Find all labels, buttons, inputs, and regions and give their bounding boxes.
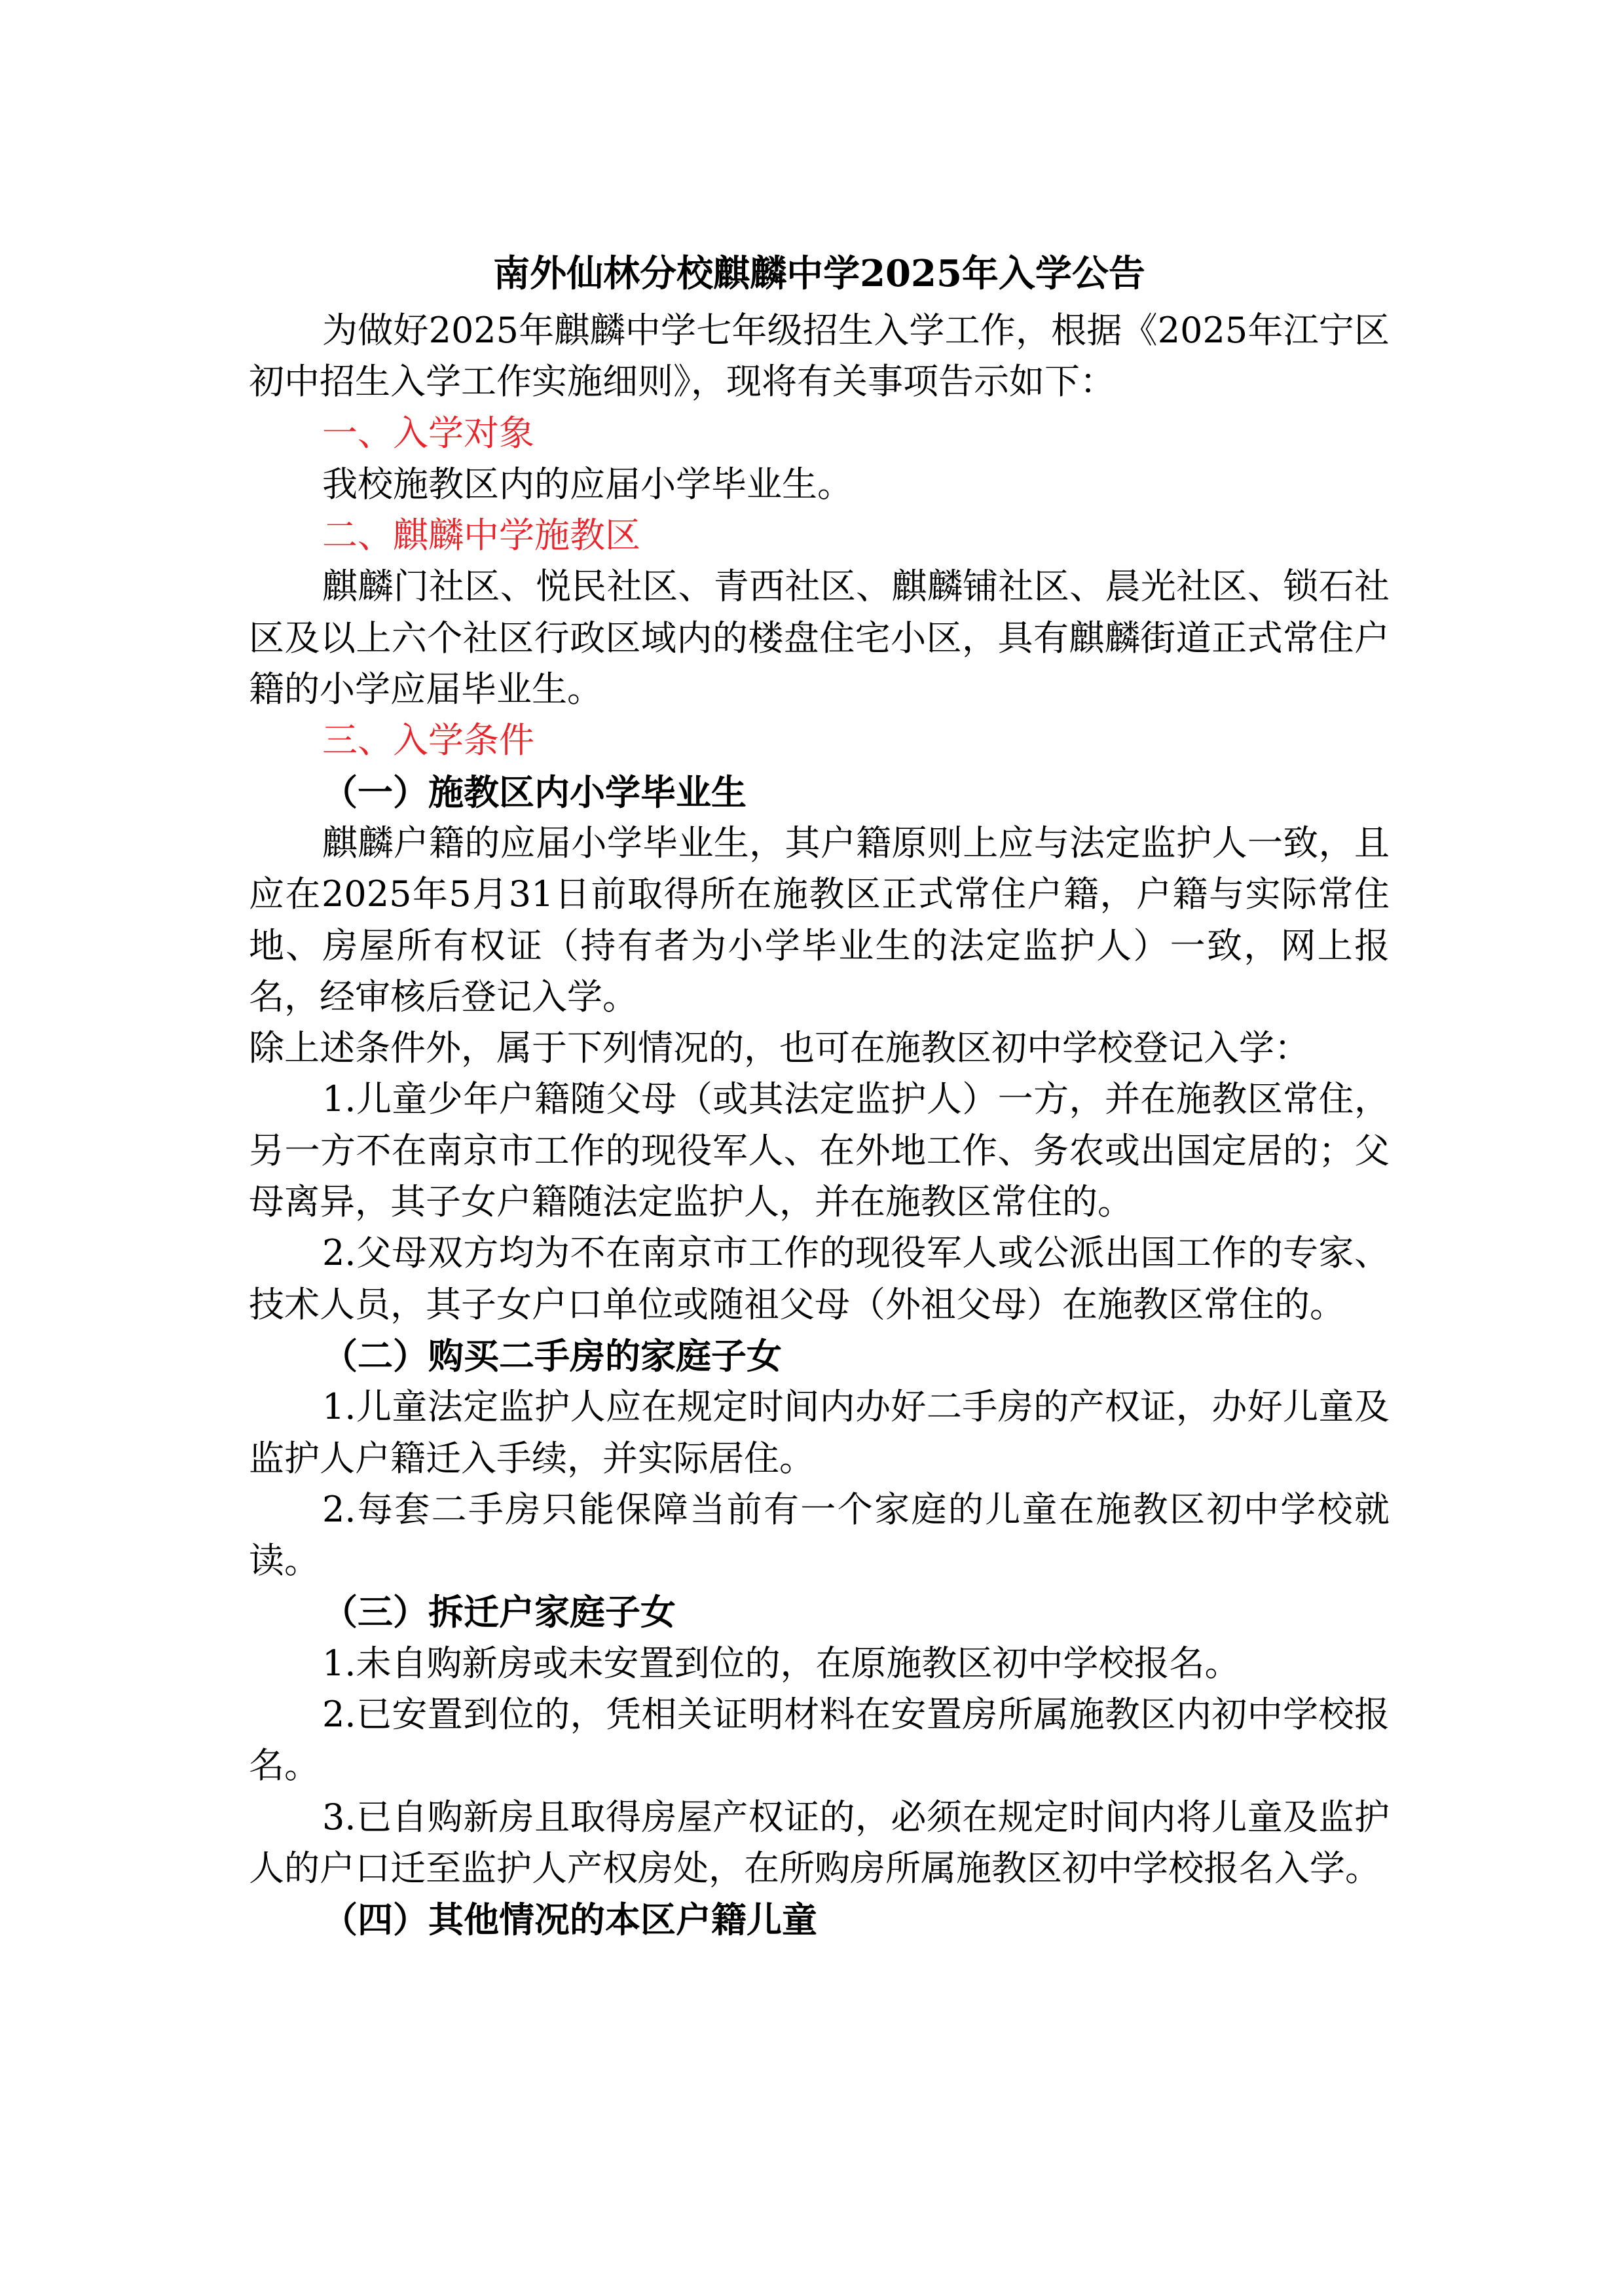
relocation-item-3: 3.已自购新房且取得房屋产权证的，必须在规定时间内将儿童及监护人的户口迁至监护人产权房处，在所购房所属施教区初中学校报名入学。 bbox=[249, 1796, 1390, 1889]
condition-item-1: 1.儿童少年户籍随父母（或其法定监护人）一方，并在施教区常住，另一方不在南京市工作的现役军人、在外地工作、务农或出国定居的；父母离异，其子女户籍随法定监护人，并在施教区常住的。 bbox=[249, 1078, 1390, 1223]
document-title: 南外仙林分校麒麟中学2025年入学公告 bbox=[493, 252, 1145, 295]
document-body bbox=[249, 242, 1390, 1946]
section-heading-enrollment-target: 一、入学对象 bbox=[322, 412, 534, 454]
district-graduates-paragraph: 麒麟户籍的应届小学毕业生，其户籍原则上应与法定监护人一致，且应在2025年5月31日前取得所在施教区正式常住户籍，户籍与实际常住地、房屋所有权证（持有者为小学毕业生的法定监护人）一致，网上报名，经审核后登记入学。 bbox=[249, 822, 1390, 1017]
intro-paragraph: 为做好2025年麒麟中学七年级招生入学工作，根据《2025年江宁区初中招生入学工作实施细则》，现将有关事项告示如下： bbox=[249, 310, 1390, 403]
subsection-heading-relocated-families: （三）拆迁户家庭子女 bbox=[322, 1591, 676, 1633]
subsection-heading-second-hand-housing: （二）购买二手房的家庭子女 bbox=[322, 1334, 782, 1377]
subsection-heading-other-local-children: （四）其他情况的本区户籍儿童 bbox=[322, 1899, 817, 1941]
section-enrollment-target-text: 我校施教区内的应届小学毕业生。 bbox=[322, 463, 853, 505]
relocation-item-2: 2.已安置到位的，凭相关证明材料在安置房所属施教区内初中学校报名。 bbox=[249, 1694, 1390, 1787]
subsection-heading-district-graduates: （一）施教区内小学毕业生 bbox=[322, 771, 747, 813]
second-hand-item-1: 1.儿童法定监护人应在规定时间内办好二手房的产权证，办好儿童及监护人户籍迁入手续，并实际居住。 bbox=[249, 1386, 1390, 1479]
section-school-district-text: 麒麟门社区、悦民社区、青西社区、麒麟铺社区、晨光社区、锁石社区及以上六个社区行政区域内的楼盘住宅小区，具有麒麟街道正式常住户籍的小学应届毕业生。 bbox=[249, 566, 1390, 710]
section-heading-school-district: 二、麒麟中学施教区 bbox=[322, 515, 640, 556]
second-hand-item-2: 2.每套二手房只能保障当前有一个家庭的儿童在施教区初中学校就读。 bbox=[249, 1488, 1390, 1582]
section-heading-enrollment-conditions: 三、入学条件 bbox=[322, 720, 534, 761]
additional-conditions-paragraph: 除上述条件外，属于下列情况的，也可在施教区初中学校登记入学： bbox=[249, 1027, 1310, 1069]
relocation-item-1: 1.未自购新房或未安置到位的，在原施教区初中学校报名。 bbox=[322, 1642, 1240, 1684]
condition-item-2: 2.父母双方均为不在南京市工作的现役军人或公派出国工作的专家、技术人员，其子女户口单位或随祖父母（外祖父母）在施教区常住的。 bbox=[249, 1232, 1390, 1325]
